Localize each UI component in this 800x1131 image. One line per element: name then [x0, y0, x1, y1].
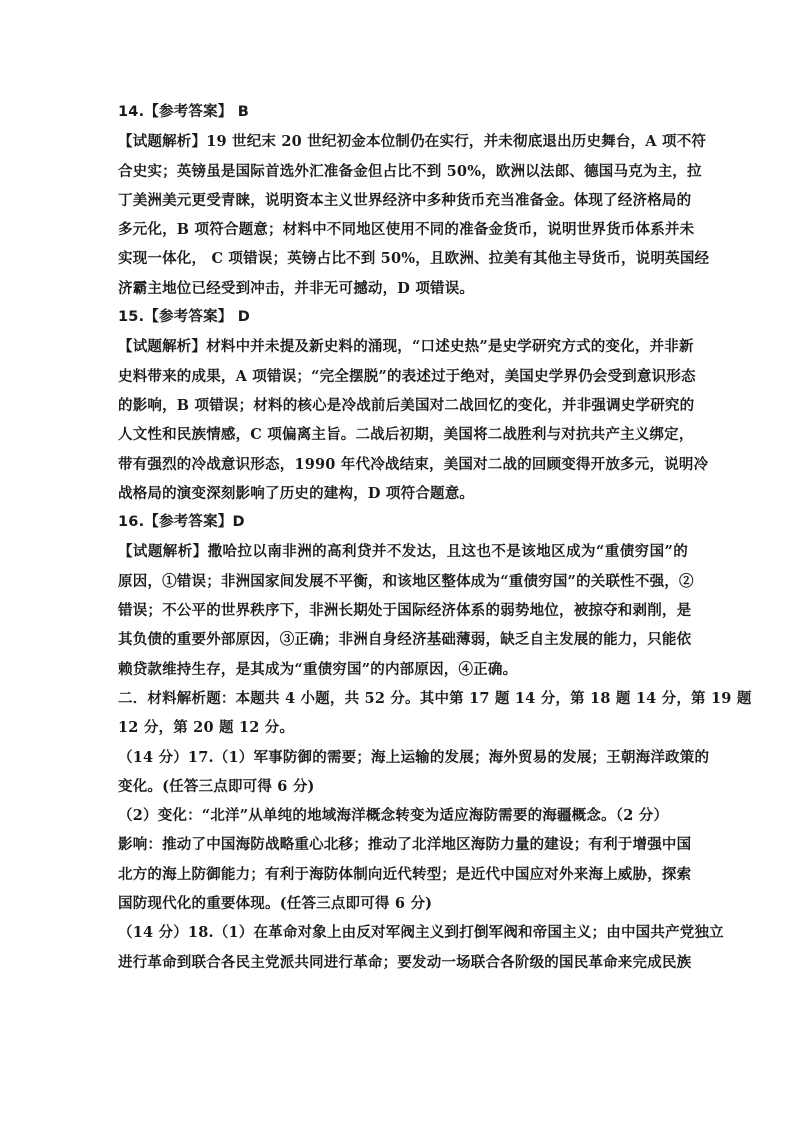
section2-line-1: 二．材料解析题：本题共 4 小题，共 52 分。其中第 17 题 14 分，第 18 题 14 分，第 19 题	[118, 689, 752, 707]
q18-line-1: （14 分）18.（1）在革命对象上由反对军阀主义到打倒军阀和帝国主义；由中国共产党独立	[118, 924, 724, 942]
q14-line-1	[118, 127, 707, 156]
q16-line-1	[118, 537, 688, 566]
q14-line-4: 多元化，B 项符合题意；材料中不同地区使用不同的准备金货币，说明世界货币体系并未	[118, 221, 695, 239]
q14-line-2: 合史实；英镑虽是国际首选外汇准备金但占比不到 50%，欧洲以法郎、德国马克为主，拉	[118, 162, 702, 180]
q17-line-2: 变化。(任答三点即可得 6 分)	[118, 777, 315, 795]
q15-heading: 15.【参考答案】 D	[118, 309, 250, 326]
q16-analysis-tag: 【试题解析】	[118, 544, 208, 561]
q14-line-3: 丁美洲美元更受青睐，说明资本主义世界经济中多种货币充当准备金。体现了经济格局的	[118, 191, 692, 209]
q14-heading: 14.【参考答案】 B	[118, 104, 249, 120]
q15-line-3: 的影响，B 项错误；材料的核心是冷战前后美国对二战回忆的变化，并非强调史学研究的	[118, 396, 695, 414]
q17-line-4: 影响：推动了中国海防战略重心北移；推动了北洋地区海防力量的建设；有利于增强中国	[118, 836, 692, 854]
q15-line-4: 人文性和民族情感，C 项偏离主旨。二战后初期，美国将二战胜利与对抗共产主义绑定，	[118, 426, 694, 444]
section2-line-2: 12 分，第 20 题 12 分。	[118, 719, 295, 737]
q15-line-1	[118, 332, 694, 361]
q17-line-3: （2）变化：“北洋”从单纯的地域海洋概念转变为适应海防需要的海疆概念。（2 分）	[118, 807, 669, 825]
q16-line-2: 原因，①错误；非洲国家间发展不平衡，和该地区整体成为“重债穷国”的关联性不强，②	[118, 572, 694, 590]
answer-page	[118, 98, 752, 977]
q17-line-1: （14 分）17.（1）军事防御的需要；海上运输的发展；海外贸易的发展；王朝海洋政策的	[118, 748, 710, 766]
q16-heading: 16.【参考答案】D	[118, 514, 245, 531]
q16-line-4: 其负债的重要外部原因，③正确；非洲自身经济基础薄弱，缺乏自主发展的能力，只能依	[118, 631, 692, 649]
q15-line-2: 史料带来的成果，A 项错误；“完全摆脱”的表述过于绝对，美国史学界仍会受到意识形态	[118, 367, 696, 385]
q15-line-1-text: 材料中并未提及新史料的涌现，“口述史热”是史学研究方式的变化，并非新	[206, 338, 694, 356]
q16-line-1-text: 撒哈拉以南非洲的高利贷并不发达，且这也不是该地区成为“重债穷国”的	[207, 543, 688, 561]
q14-analysis-tag: 【试题解析】	[118, 134, 207, 151]
q16-line-3: 错误；不公平的世界秩序下，非洲长期处于国际经济体系的弱势地位，被掠夺和剥削，是	[118, 602, 692, 620]
q14-line-1-text: 19 世纪末 20 世纪初金本位制仍在实行，并未彻底退出历史舞台，A 项不符	[206, 133, 707, 151]
q17-line-6: 国防现代化的重要体现。(任答三点即可得 6 分)	[118, 895, 433, 913]
q15-line-5: 带有强烈的冷战意识形态，1990 年代冷战结束，美国对二战的回顾变得开放多元，说明冷	[118, 455, 709, 473]
q15-line-6: 战格局的演变深刻影响了历史的建构，D 项符合题意。	[118, 484, 475, 502]
q15-analysis-tag: 【试题解析】	[118, 339, 207, 356]
q16-line-5: 赖贷款维持生存，是其成为“重债穷国”的内部原因，④正确。	[118, 660, 518, 678]
q14-line-5: 实现一体化， C 项错误；英镑占比不到 50%，且欧洲、拉美有其他主导货币，说明英国经	[118, 250, 710, 268]
q14-line-6: 济霸主地位已经受到冲击，并非无可撼动，D 项错误。	[118, 279, 475, 297]
q18-line-2: 进行革命到联合各民主党派共同进行革命；要发动一场联合各阶级的国民革命来完成民族	[118, 953, 692, 971]
q17-line-5: 北方的海上防御能力；有利于海防体制向近代转型；是近代中国应对外来海上威胁，探索	[118, 865, 692, 883]
